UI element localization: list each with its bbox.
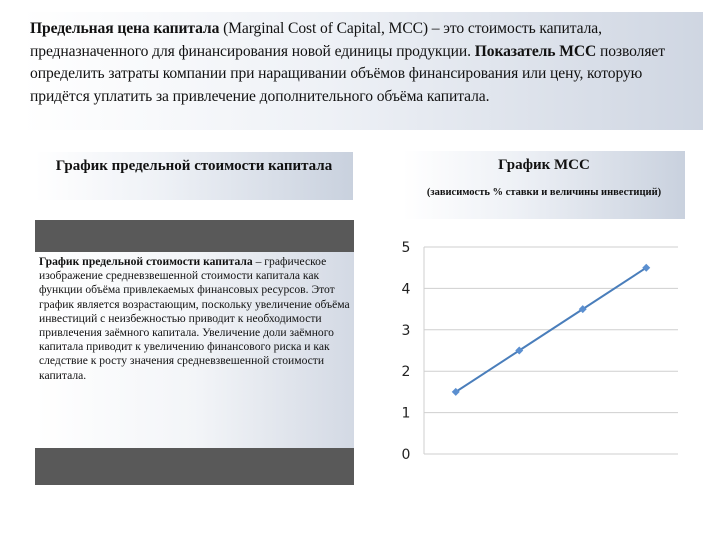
y-tick-label: 2: [401, 364, 411, 381]
description-body: – графическое изображение средневзвешенной стоимости капитала как функции объёма привлекаемых финансовых ресурсов. Этот график является возрастающим, поскольку увеличение объёма инвестиций с неизбежностью приводит к необходимости привлечения заёмного капитала. Увеличение доли заёмного капитала приводит к увеличению финансового риска и как следствие к росту значения средневзвешенной стоимости капитала.: [39, 255, 350, 382]
description-top-bar: [35, 220, 354, 252]
chart-gridlines: [424, 247, 678, 454]
intro-term: Предельная цена капитала: [30, 20, 220, 37]
intro-definition: (Marginal Cost of Capital, MCC) – это стоимость капитала, предназначенного для финансирования новой единицы продукции.: [30, 20, 602, 60]
left-section-header: График предельной стоимости капитала: [35, 152, 353, 200]
mcc-line-chart: [388, 232, 688, 472]
y-tick-label: 5: [401, 240, 411, 256]
description-text-box: [35, 252, 354, 448]
y-tick-label: 1: [401, 405, 411, 422]
intro-mcc-term: Показатель МСС: [474, 42, 597, 60]
right-section-header: [403, 151, 685, 219]
y-tick-label: 0: [401, 447, 411, 463]
intro-mcc-description: позволяет определить затраты компании при наращивании объёмов финансирования или цену, которую придётся уплатить за привлечение дополнительного объёма капитала.: [30, 42, 665, 105]
y-tick-label: 3: [401, 322, 411, 339]
y-tick-label: 4: [401, 281, 411, 298]
description-term: График предельной стоимости капитала: [39, 255, 253, 268]
chart-y-ticks: [402, 240, 411, 463]
intro-text-box: [22, 12, 703, 130]
chart-subtitle: (зависимость % ставки и величины инвестиций): [426, 187, 662, 198]
chart-title: График МСС: [498, 157, 590, 173]
description-bottom-bar: [35, 448, 354, 485]
